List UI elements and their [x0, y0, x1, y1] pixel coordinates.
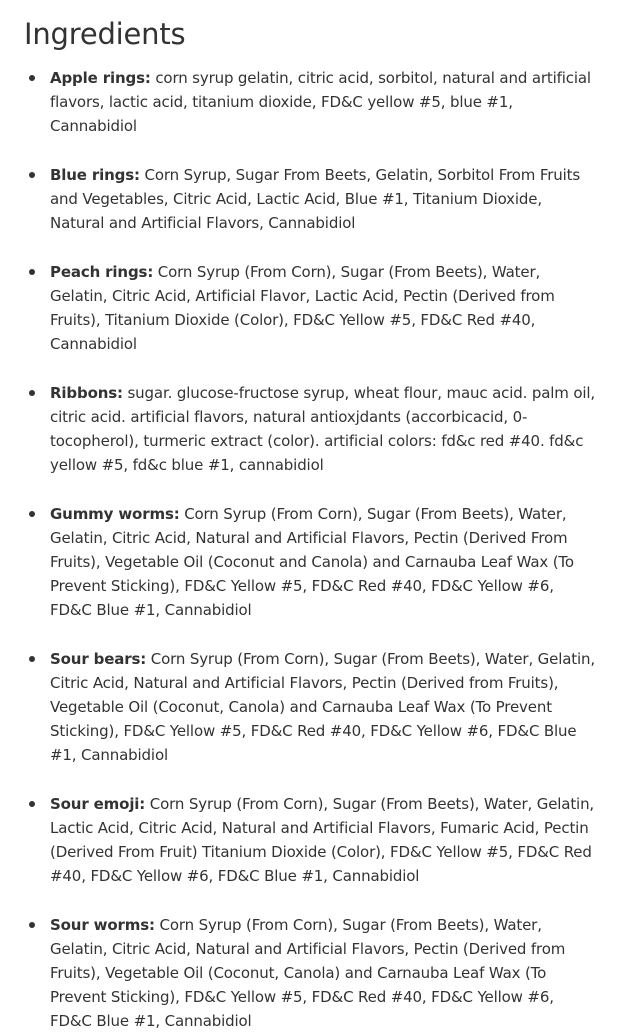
item-text: Corn Syrup (From Corn), Sugar (From Beets), Water, Gelatin, Citric Acid, Artificial Flavor, Lactic Acid, Pectin (Derived from Fruits), Titanium Dioxide (Color), FD&C Yellow #5, FD&C Red #40, Cannabidiol	[50, 263, 555, 353]
bullet-icon	[29, 922, 35, 928]
list-item-ribbons	[24, 381, 598, 477]
item-name: Ribbons:	[50, 384, 123, 402]
list-item-gummy-worms	[24, 502, 598, 622]
bullet-icon	[29, 269, 35, 275]
item-name: Sour worms:	[50, 916, 155, 934]
bullet-icon	[29, 75, 35, 81]
item-text: sugar. glucose-fructose syrup, wheat flour, mauc acid. palm oil, citric acid. artificial flavors, natural antioxjdants (accorbicacid, 0-tocopherol), turmeric extract (color). artificial colors: fd&c red #40. fd&c yellow #5, fd&c blue #1, cannabidiol	[50, 384, 596, 474]
list-item-sour-bears	[24, 647, 598, 767]
bullet-icon	[29, 656, 35, 662]
item-text: Corn Syrup (From Corn), Sugar (From Beets), Water, Gelatin, Citric Acid, Natural and Artificial Flavors, Pectin (Derived from Fruits), Vegetable Oil (Coconut, Canola) and Carnauba Leaf Wax (To Prevent Sticking), FD&C Yellow #5, FD&C Red #40, FD&C Yellow #6, FD&C Blue #1, Cannabidiol	[50, 916, 566, 1030]
list-item-blue-rings	[24, 163, 598, 235]
item-name: Apple rings:	[50, 69, 151, 87]
item-text: Corn Syrup (From Corn), Sugar (From Beets), Water, Gelatin, Lactic Acid, Citric Acid, Natural and Artificial Flavors, Fumaric Acid, Pectin (Derived From Fruit) Titanium Dioxide (Color), FD&C Yellow #5, FD&C Red #40, FD&C Yellow #6, FD&C Blue #1, Cannabidiol	[50, 795, 595, 885]
item-name: Peach rings:	[50, 263, 154, 281]
bullet-icon	[29, 801, 35, 807]
list-item-sour-emoji	[24, 792, 598, 888]
list-item-apple-rings	[24, 66, 598, 138]
item-name: Gummy worms:	[50, 505, 180, 523]
list-item-peach-rings	[24, 260, 598, 356]
item-text: Corn Syrup, Sugar From Beets, Gelatin, Sorbitol From Fruits and Vegetables, Citric Acid, Lactic Acid, Blue #1, Titanium Dioxide, Natural and Artificial Flavors, Cannabidiol	[50, 166, 581, 232]
page-title: Ingredients	[24, 17, 186, 51]
item-name: Sour emoji:	[50, 795, 146, 813]
item-text: corn syrup gelatin, citric acid, sorbitol, natural and artificial flavors, lactic acid, titanium dioxide, FD&C yellow #5, blue #1, Cannabidiol	[50, 69, 591, 135]
item-text: Corn Syrup (From Corn), Sugar (From Beets), Water, Gelatin, Citric Acid, Natural and Artificial Flavors, Pectin (Derived From Fruits), Vegetable Oil (Coconut and Canola) and Carnauba Leaf Wax (To Prevent Sticking), FD&C Yellow #5, FD&C Red #40, FD&C Yellow #6, FD&C Blue #1, Cannabidiol	[50, 505, 574, 619]
bullet-icon	[29, 511, 35, 517]
item-name: Blue rings:	[50, 166, 140, 184]
bullet-icon	[29, 172, 35, 178]
ingredient-list	[24, 66, 618, 1033]
item-text: Corn Syrup (From Corn), Sugar (From Beets), Water, Gelatin, Citric Acid, Natural and Artificial Flavors, Pectin (Derived from Fruits), Vegetable Oil (Coconut, Canola) and Carnauba Leaf Wax (To Prevent Sticking), FD&C Yellow #5, FD&C Red #40, FD&C Yellow #6, FD&C Blue #1, Cannabidiol	[50, 650, 596, 764]
list-item-sour-worms	[24, 913, 598, 1033]
item-name: Sour bears:	[50, 650, 147, 668]
bullet-icon	[29, 390, 35, 396]
